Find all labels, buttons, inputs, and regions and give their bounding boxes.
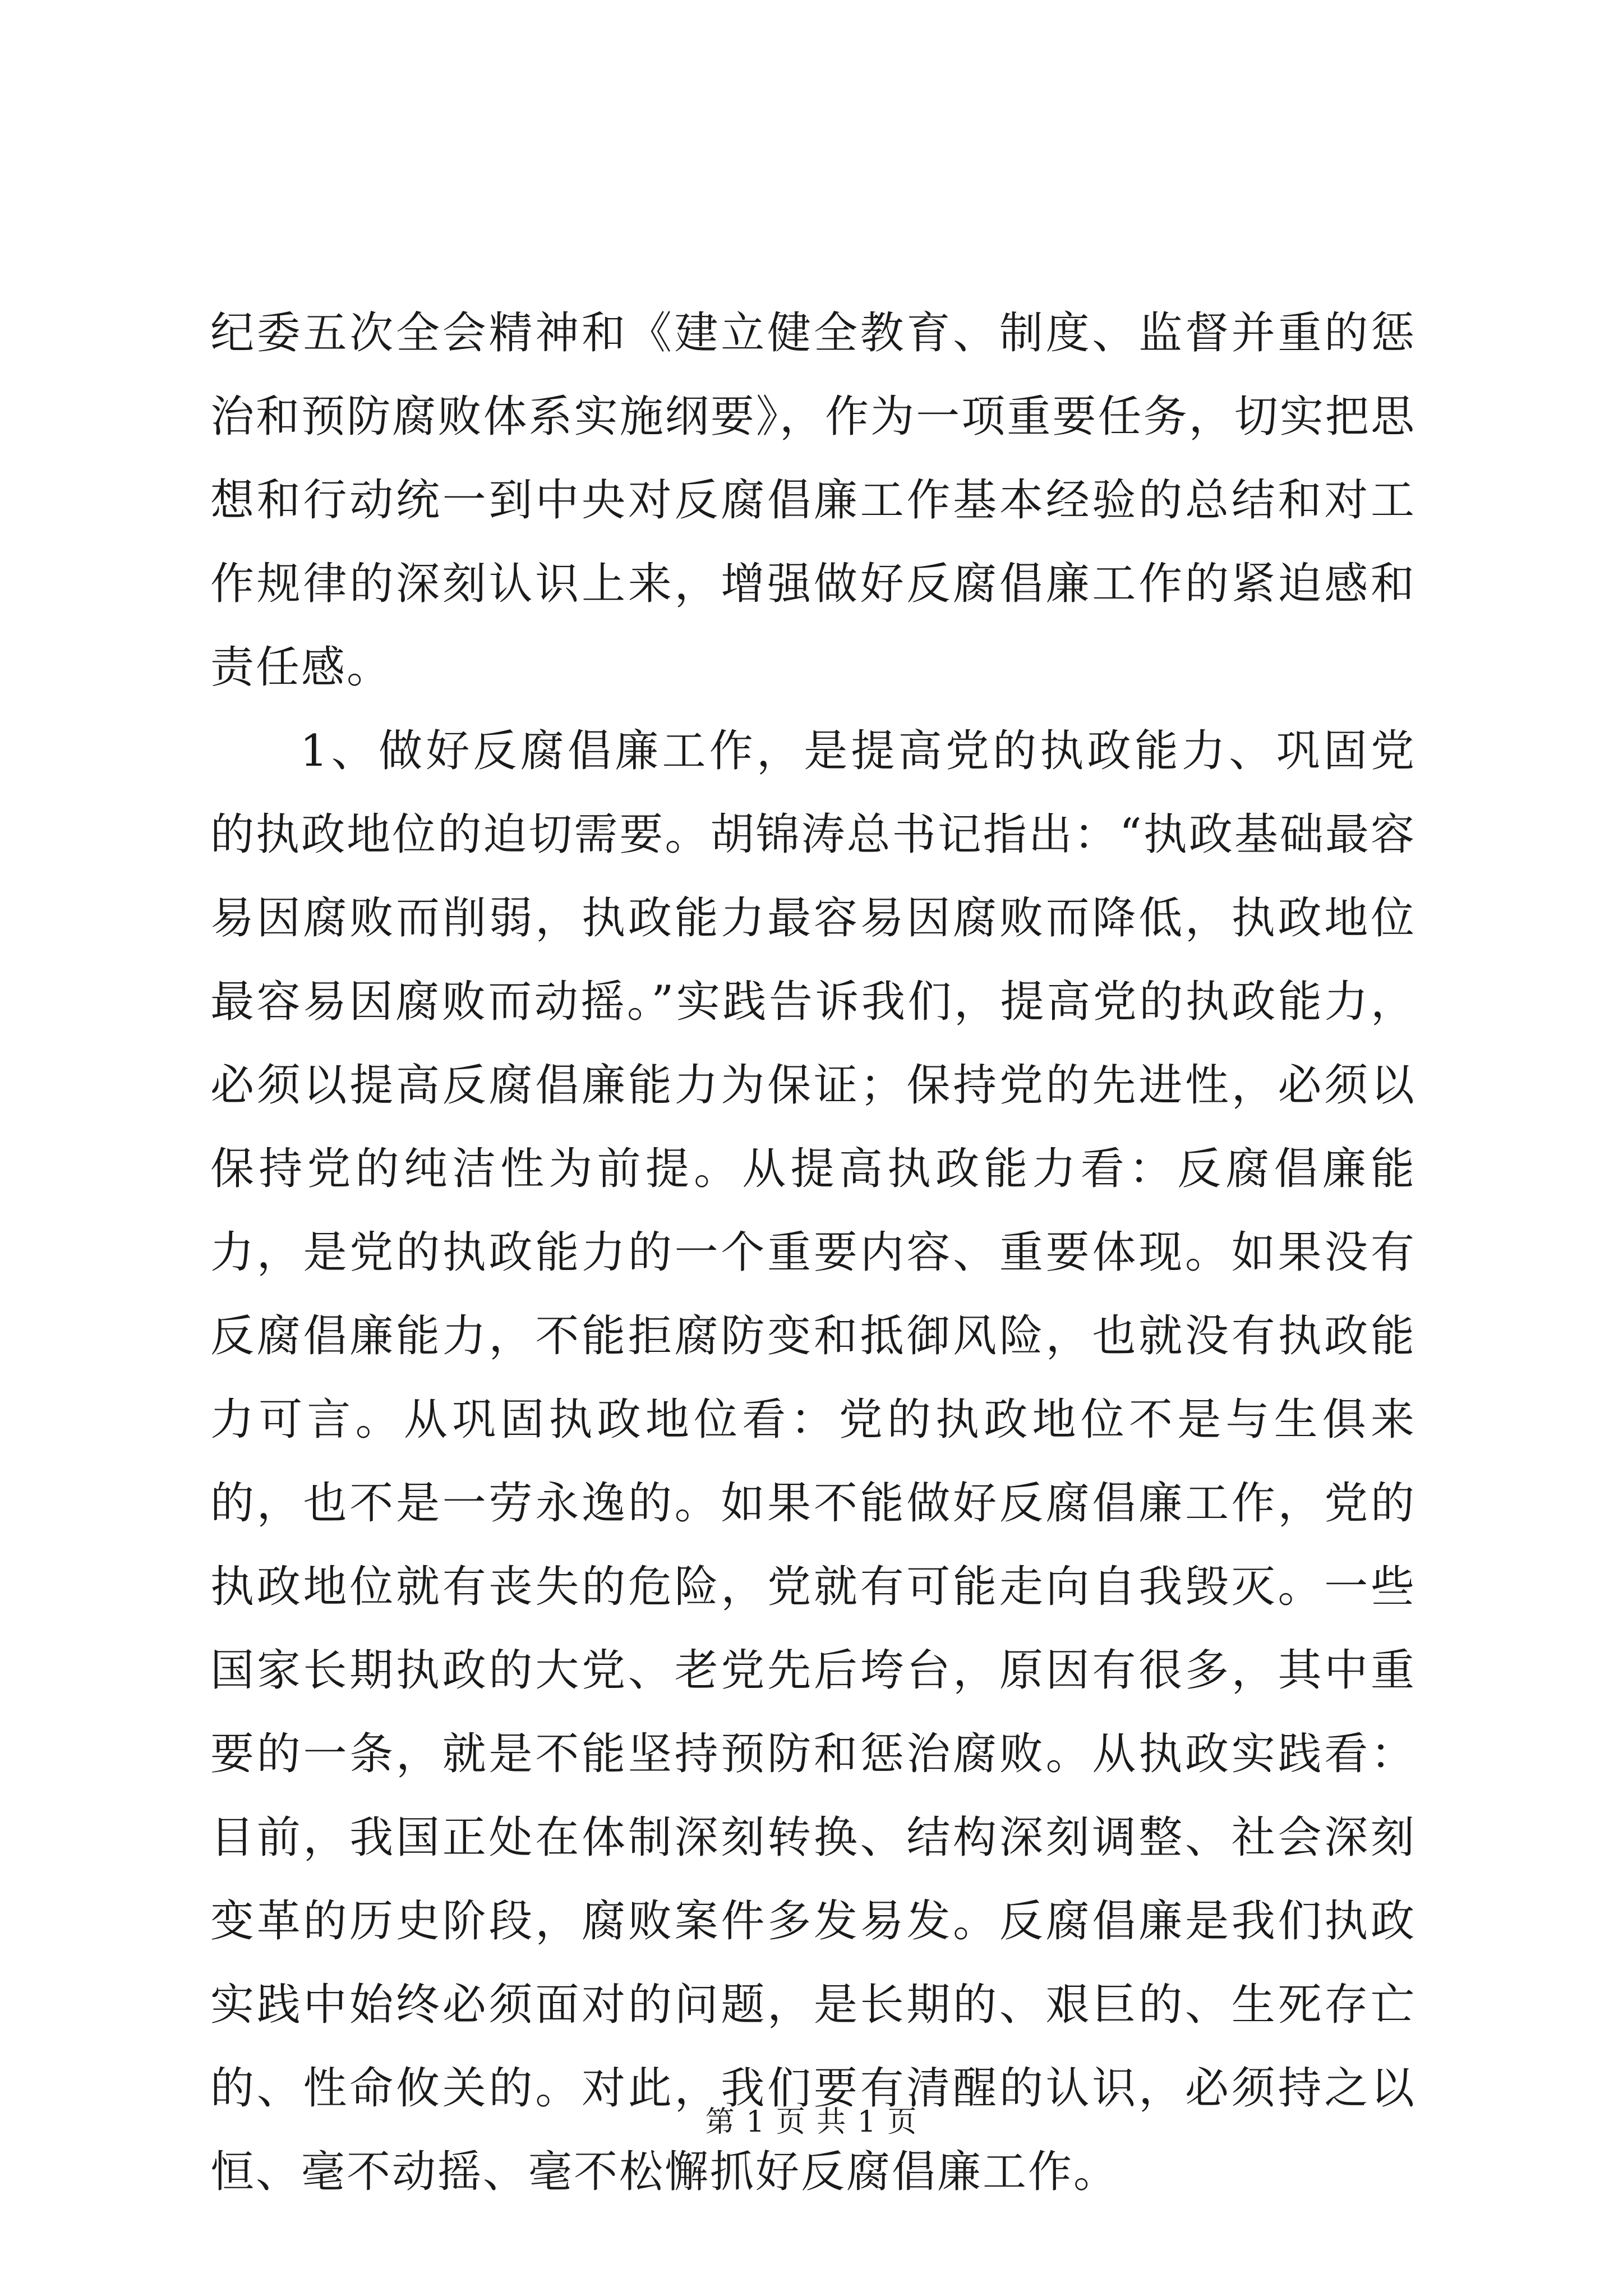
document-body xyxy=(210,292,1416,2214)
paragraph-intro: 纪委五次全会精神和《建立健全教育、制度、监督并重的惩治和预防腐败体系实施纲要》，作为一项重要任务，切实把思想和行动统一到中央对反腐倡廉工作基本经验的总结和对工作规律的深刻认识上来，增强做好反腐倡廉工作的紧迫感和责任感。 xyxy=(210,308,1416,693)
page-footer: 第 1 页 共 1 页 xyxy=(705,2105,918,2139)
paragraph-point-1: 1、做好反腐倡廉工作，是提高党的执政能力、巩固党的执政地位的迫切需要。胡锦涛总书记指出：“执政基础最容易因腐败而削弱，执政能力最容易因腐败而降低，执政地位最容易因腐败而动摇。”实践告诉我们，提高党的执政能力，必须以提高反腐倡廉能力为保证；保持党的先进性，必须以保持党的纯洁性为前提。从提高执政能力看：反腐倡廉能力，是党的执政能力的一个重要内容、重要体现。如果没有反腐倡廉能力，不能拒腐防变和抵御风险，也就没有执政能力可言。从巩固执政地位看：党的执政地位不是与生俱来的，也不是一劳永逸的。如果不能做好反腐倡廉工作，党的执政地位就有丧失的危险，党就有可能走向自我毁灭。一些国家长期执政的大党、老党先后垮台，原因有很多，其中重要的一条，就是不能坚持预防和惩治腐败。从执政实践看：目前，我国正处在体制深刻转换、结构深刻调整、社会深刻变革的历史阶段，腐败案件多发易发。反腐倡廉是我们执政实践中始终必须面对的问题，是长期的、艰巨的、生死存亡的、性命攸关的。对此，我们要有清醒的认识，必须持之以恒、毫不动摇、毫不松懈抓好反腐倡廉工作。 xyxy=(210,726,1416,2197)
